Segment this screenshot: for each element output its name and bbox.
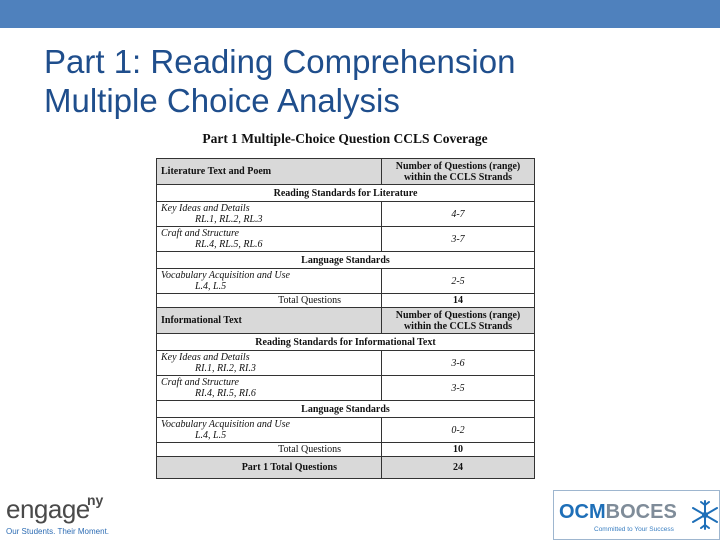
standard-row <box>157 376 535 401</box>
grand-total-value: 24 <box>382 457 535 479</box>
section-row <box>157 401 535 418</box>
standard-name-cell <box>157 269 382 294</box>
slide-title-line-2: Multiple Choice Analysis <box>44 82 400 119</box>
section-row <box>157 252 535 269</box>
standard-codes: RI.1, RI.2, RI.3 <box>195 362 256 374</box>
standard-row <box>157 351 535 376</box>
standard-name-cell <box>157 351 382 376</box>
engage-wordmark: engage <box>6 494 90 524</box>
snowflake-icon <box>692 495 718 535</box>
standard-name: Craft and Structure <box>161 227 239 239</box>
total-label: Total Questions <box>157 443 382 457</box>
table-caption: Part 1 Multiple-Choice Question CCLS Coverage <box>202 131 488 146</box>
standard-name: Vocabulary Acquisition and Use <box>161 269 290 281</box>
standard-name-cell <box>157 227 382 252</box>
literature-header-label: Literature Text and Poem <box>157 159 382 185</box>
count-header-line-2: within the CCLS Strands <box>403 320 513 332</box>
standard-codes: L.4, L.5 <box>195 280 227 292</box>
question-range: 2-5 <box>382 269 535 294</box>
question-range: 3-5 <box>382 376 535 401</box>
grand-total-label: Part 1 Total Questions <box>157 457 382 479</box>
question-range: 0-2 <box>382 418 535 443</box>
language-standards-informational: Language Standards <box>157 401 535 418</box>
literature-header-row <box>157 159 535 185</box>
boces-text: BOCES <box>605 501 677 523</box>
top-accent-bar <box>0 0 720 28</box>
standard-codes: RL.1, RL.2, RL.3 <box>195 213 263 225</box>
reading-standards-literature: Reading Standards for Literature <box>157 185 535 202</box>
count-header-line-1: Number of Questions (range) <box>395 309 521 321</box>
slide-title-line-1: Part 1: Reading Comprehension <box>44 43 516 80</box>
language-standards-literature: Language Standards <box>157 252 535 269</box>
total-row <box>157 294 535 308</box>
section-row <box>157 185 535 202</box>
question-range: 3-7 <box>382 227 535 252</box>
ocmboces-wordmark <box>559 501 677 524</box>
standard-row <box>157 418 535 443</box>
standard-codes: RI.4, RI.5, RI.6 <box>195 387 256 399</box>
engage-tagline: Our Students. Their Moment. <box>6 527 110 536</box>
standard-codes: L.4, L.5 <box>195 429 227 441</box>
ocmboces-logo <box>553 490 720 540</box>
standard-name: Craft and Structure <box>161 376 239 388</box>
standard-codes: RL.4, RL.5, RL.6 <box>195 238 263 250</box>
engageny-logo <box>4 494 134 540</box>
standard-name-cell <box>157 376 382 401</box>
standard-name: Vocabulary Acquisition and Use <box>161 418 290 430</box>
count-header-line-1: Number of Questions (range) <box>395 160 521 172</box>
total-value: 14 <box>382 294 535 308</box>
standard-name: Key Ideas and Details <box>161 351 250 363</box>
engage-superscript: ny <box>87 492 104 508</box>
informational-header-count <box>382 308 535 334</box>
standard-row <box>157 227 535 252</box>
standard-name-cell <box>157 418 382 443</box>
total-row <box>157 443 535 457</box>
informational-header-label: Informational Text <box>157 308 382 334</box>
ocm-text: OCM <box>559 501 606 523</box>
standard-name-cell <box>157 202 382 227</box>
standard-row <box>157 202 535 227</box>
standard-name: Key Ideas and Details <box>161 202 250 214</box>
informational-header-row <box>157 308 535 334</box>
literature-header-count <box>382 159 535 185</box>
count-header-line-2: within the CCLS Strands <box>403 171 513 183</box>
section-row <box>157 334 535 351</box>
total-label: Total Questions <box>157 294 382 308</box>
grand-total-row <box>157 457 535 479</box>
slide-title <box>44 42 644 120</box>
ocm-tagline: Committed to Your Success <box>594 526 674 533</box>
ccls-coverage-table <box>156 158 535 479</box>
standard-row <box>157 269 535 294</box>
question-range: 3-6 <box>382 351 535 376</box>
reading-standards-informational: Reading Standards for Informational Text <box>157 334 535 351</box>
question-range: 4-7 <box>382 202 535 227</box>
total-value: 10 <box>382 443 535 457</box>
